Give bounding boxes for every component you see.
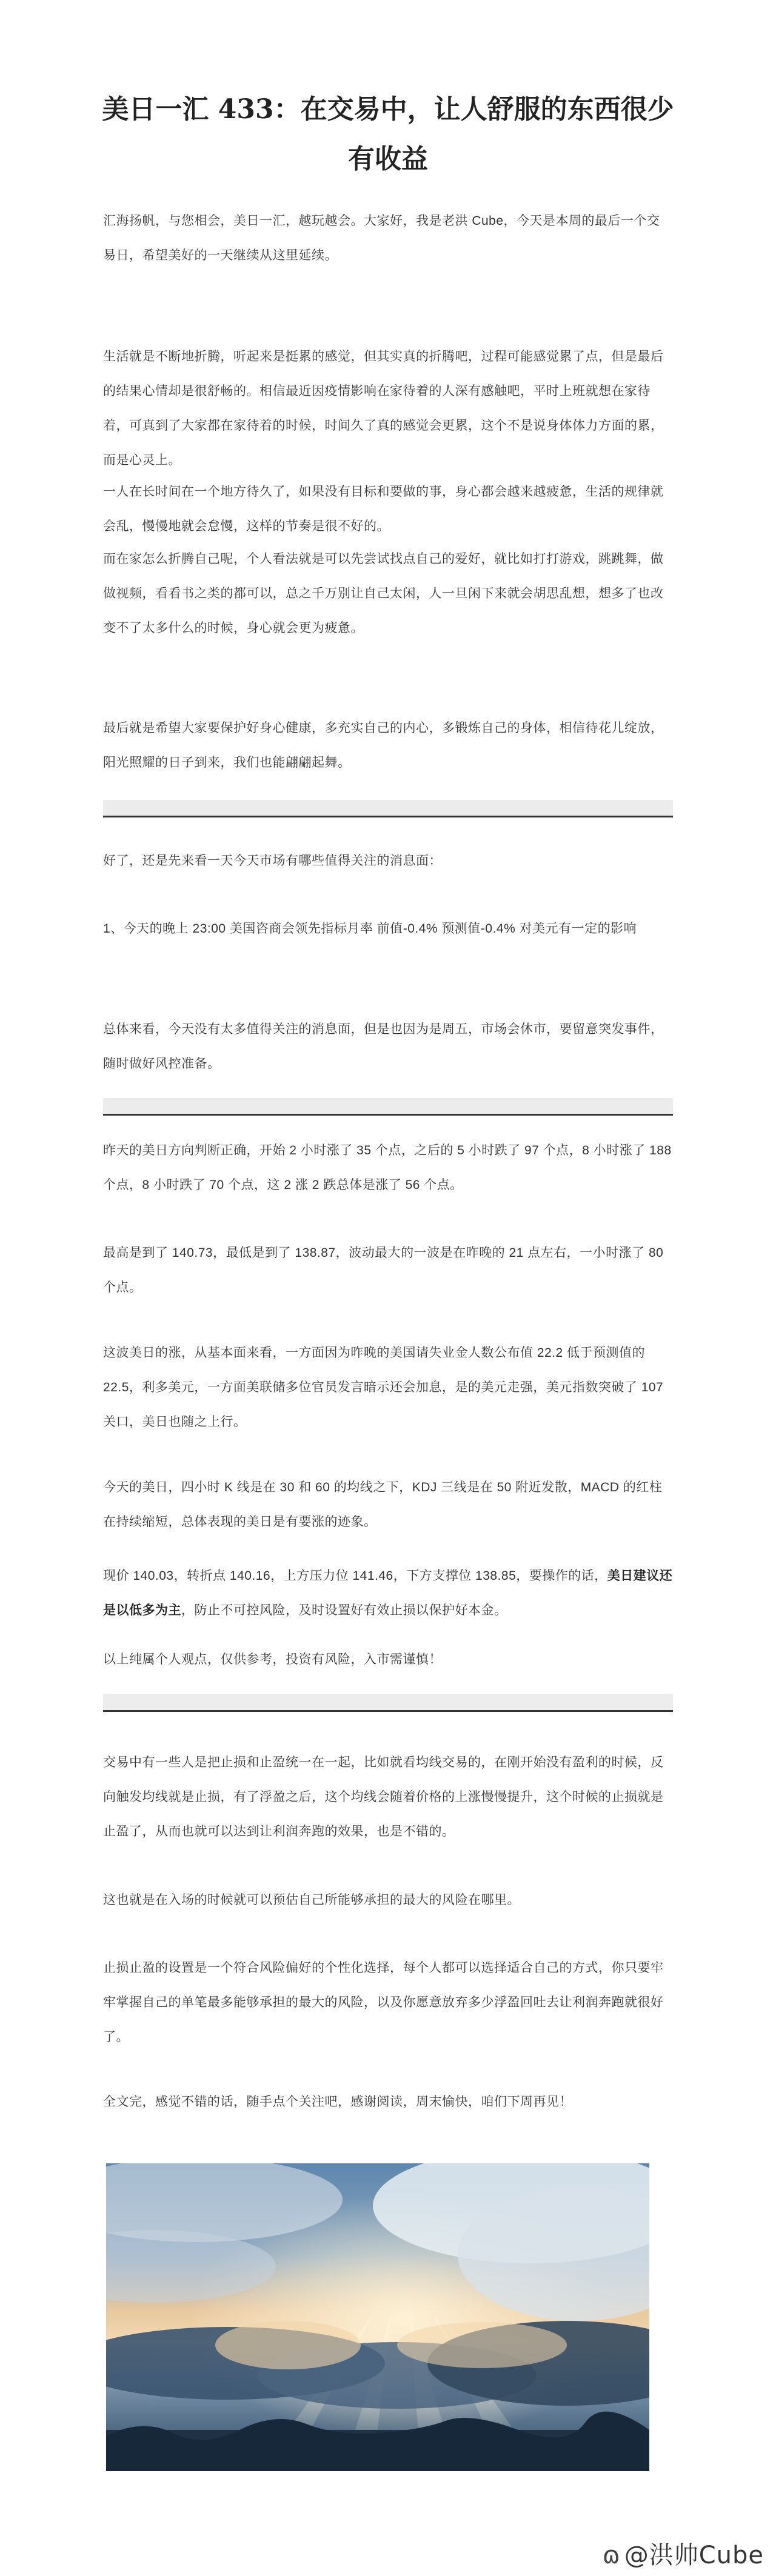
title-line-2: 有收益 bbox=[348, 144, 428, 175]
closing-paragraph: 交易中有一些人是把止损和止盈统一在一起，比如就看均线交易的，在刚开始没有盈利的时候，反向触发均线就是止损，有了浮盈之后，这个均线会随着价格的上涨慢慢提升，这个时候的止损就是止盈了，从而也就可以达到让利润奔跑的效果，也是不错的。 bbox=[103, 1756, 664, 1839]
analysis-paragraph: 昨天的美日方向判断正确，开始 2 小时涨了 35 个点，之后的 5 小时跌了 97 个点，8 小时涨了 188 个点，8 小时跌了 70 个点，这 2 涨 2 跌总体是涨了 56 个点。 bbox=[103, 1143, 672, 1192]
quote-text: 现价 140.03，转折点 140.16，上方压力位 141.46，下方支撑位 138.85，要操作的话， bbox=[103, 1569, 607, 1583]
intro-paragraph: 而在家怎么折腾自己呢，个人看法就是可以先尝试找点自己的爱好，就比如打打游戏，跳跳舞，做做视频，看看书之类的都可以，总之千万别让自己太闲，人一旦闲下来就会胡思乱想，想多了也改变不了太多什么的时候，身心就会更为疲惫。 bbox=[103, 552, 664, 635]
closing-paragraph: 全文完，感觉不错的话，随手点个关注吧，感谢阅读，周末愉快，咱们下周再见！ bbox=[103, 2095, 572, 2109]
section-divider bbox=[103, 1098, 673, 1116]
author-handle: @洪帅Cube bbox=[624, 2541, 764, 2569]
quote-text-end: ，防止不可控风险，及时设置好有效止损以保护好本金。 bbox=[181, 1603, 507, 1617]
analysis-paragraph: 最高是到了 140.73，最低是到了 138.87，波动最大的一波是在昨晚的 21 点左右，一小时涨了 80 个点。 bbox=[103, 1246, 664, 1294]
section-divider bbox=[103, 800, 673, 817]
closing-paragraph: 这也就是在入场的时候就可以预估自己所能够承担的最大的风险在哪里。 bbox=[103, 1893, 520, 1907]
article-title bbox=[73, 85, 703, 184]
section-divider bbox=[103, 1694, 673, 1712]
analysis-paragraph: 今天的美日，四小时 K 线是在 30 和 60 的均线之下，KDJ 三线是在 50 附近发散，MACD 的红柱在持续缩短，总体表现的美日是有要涨的迹象。 bbox=[103, 1480, 663, 1529]
platform-logo-icon: ɷ bbox=[602, 2541, 621, 2569]
intro-paragraph: 一人在长时间在一个地方待久了，如果没有目标和要做的事，身心都会越来越疲惫，生活的规律就会乱，慢慢地就会怠慢，这样的节奏是很不好的。 bbox=[103, 485, 664, 533]
title-line-1: 美日一汇 433：在交易中，让人舒服的东西很少 bbox=[102, 94, 674, 125]
news-paragraph: 1、今天的晚上 23:00 美国咨商会领先指标月率 前值-0.4% 预测值-0.4% 对美元有一定的影响 bbox=[103, 922, 637, 936]
intro-paragraph: 生活就是不断地折腾，听起来是挺累的感觉，但其实真的折腾吧，过程可能感觉累了点，但是最后的结果心情却是很舒畅的。相信最近因疫情影响在家待着的人深有感触吧，平时上班就想在家待着，可真到了大家都在家待着的时候，时间久了真的感觉会更累，这个不是说身体体力方面的累，而是心灵上。 bbox=[103, 350, 664, 467]
news-paragraph: 总体来看，今天没有太多值得关注的消息面，但是也因为是周五，市场会休市，要留意突发事件，随时做好风控准备。 bbox=[103, 1022, 664, 1071]
analysis-paragraph: 这波美日的涨，从基本面来看，一方面因为昨晚的美国请失业金人数公布值 22.2 低于预测值的 22.5，利多美元，一方面美联储多位官员发言暗示还会加息，是的美元走强，美元指数突破了 107 关口，美日也随之上行。 bbox=[103, 1346, 664, 1429]
intro-paragraph: 最后就是希望大家要保护好身心健康，多充实自己的内心，多锻炼自己的身体，相信待花儿绽放，阳光照耀的日子到来，我们也能翩翩起舞。 bbox=[103, 721, 664, 770]
intro-paragraph: 汇海扬帆，与您相会，美日一汇，越玩越会。大家好，我是老洪 Cube，今天是本周的最后一个交易日，希望美好的一天继续从这里延续。 bbox=[103, 214, 660, 262]
quote-recommendation: 美日建议还是以低多为主 bbox=[103, 1569, 673, 1617]
news-paragraph: 好了，还是先来看一天今天市场有哪些值得关注的消息面： bbox=[103, 854, 442, 868]
closing-paragraph: 止损止盈的设置是一个符合风险偏好的个性化选择，每个人都可以选择适合自己的方式，你只要牢牢掌握自己的单笔最多能够承担的最大的风险，以及你愿意放弃多少浮盈回吐去让利润奔跑就很好了。 bbox=[103, 1961, 664, 2044]
disclaimer-paragraph: 以上纯属个人观点，仅供参考，投资有风险，入市需谨慎！ bbox=[103, 1652, 442, 1666]
quote-paragraph bbox=[103, 1559, 673, 1628]
author-watermark bbox=[603, 2536, 764, 2571]
sky-clouds-photo bbox=[106, 2163, 649, 2471]
